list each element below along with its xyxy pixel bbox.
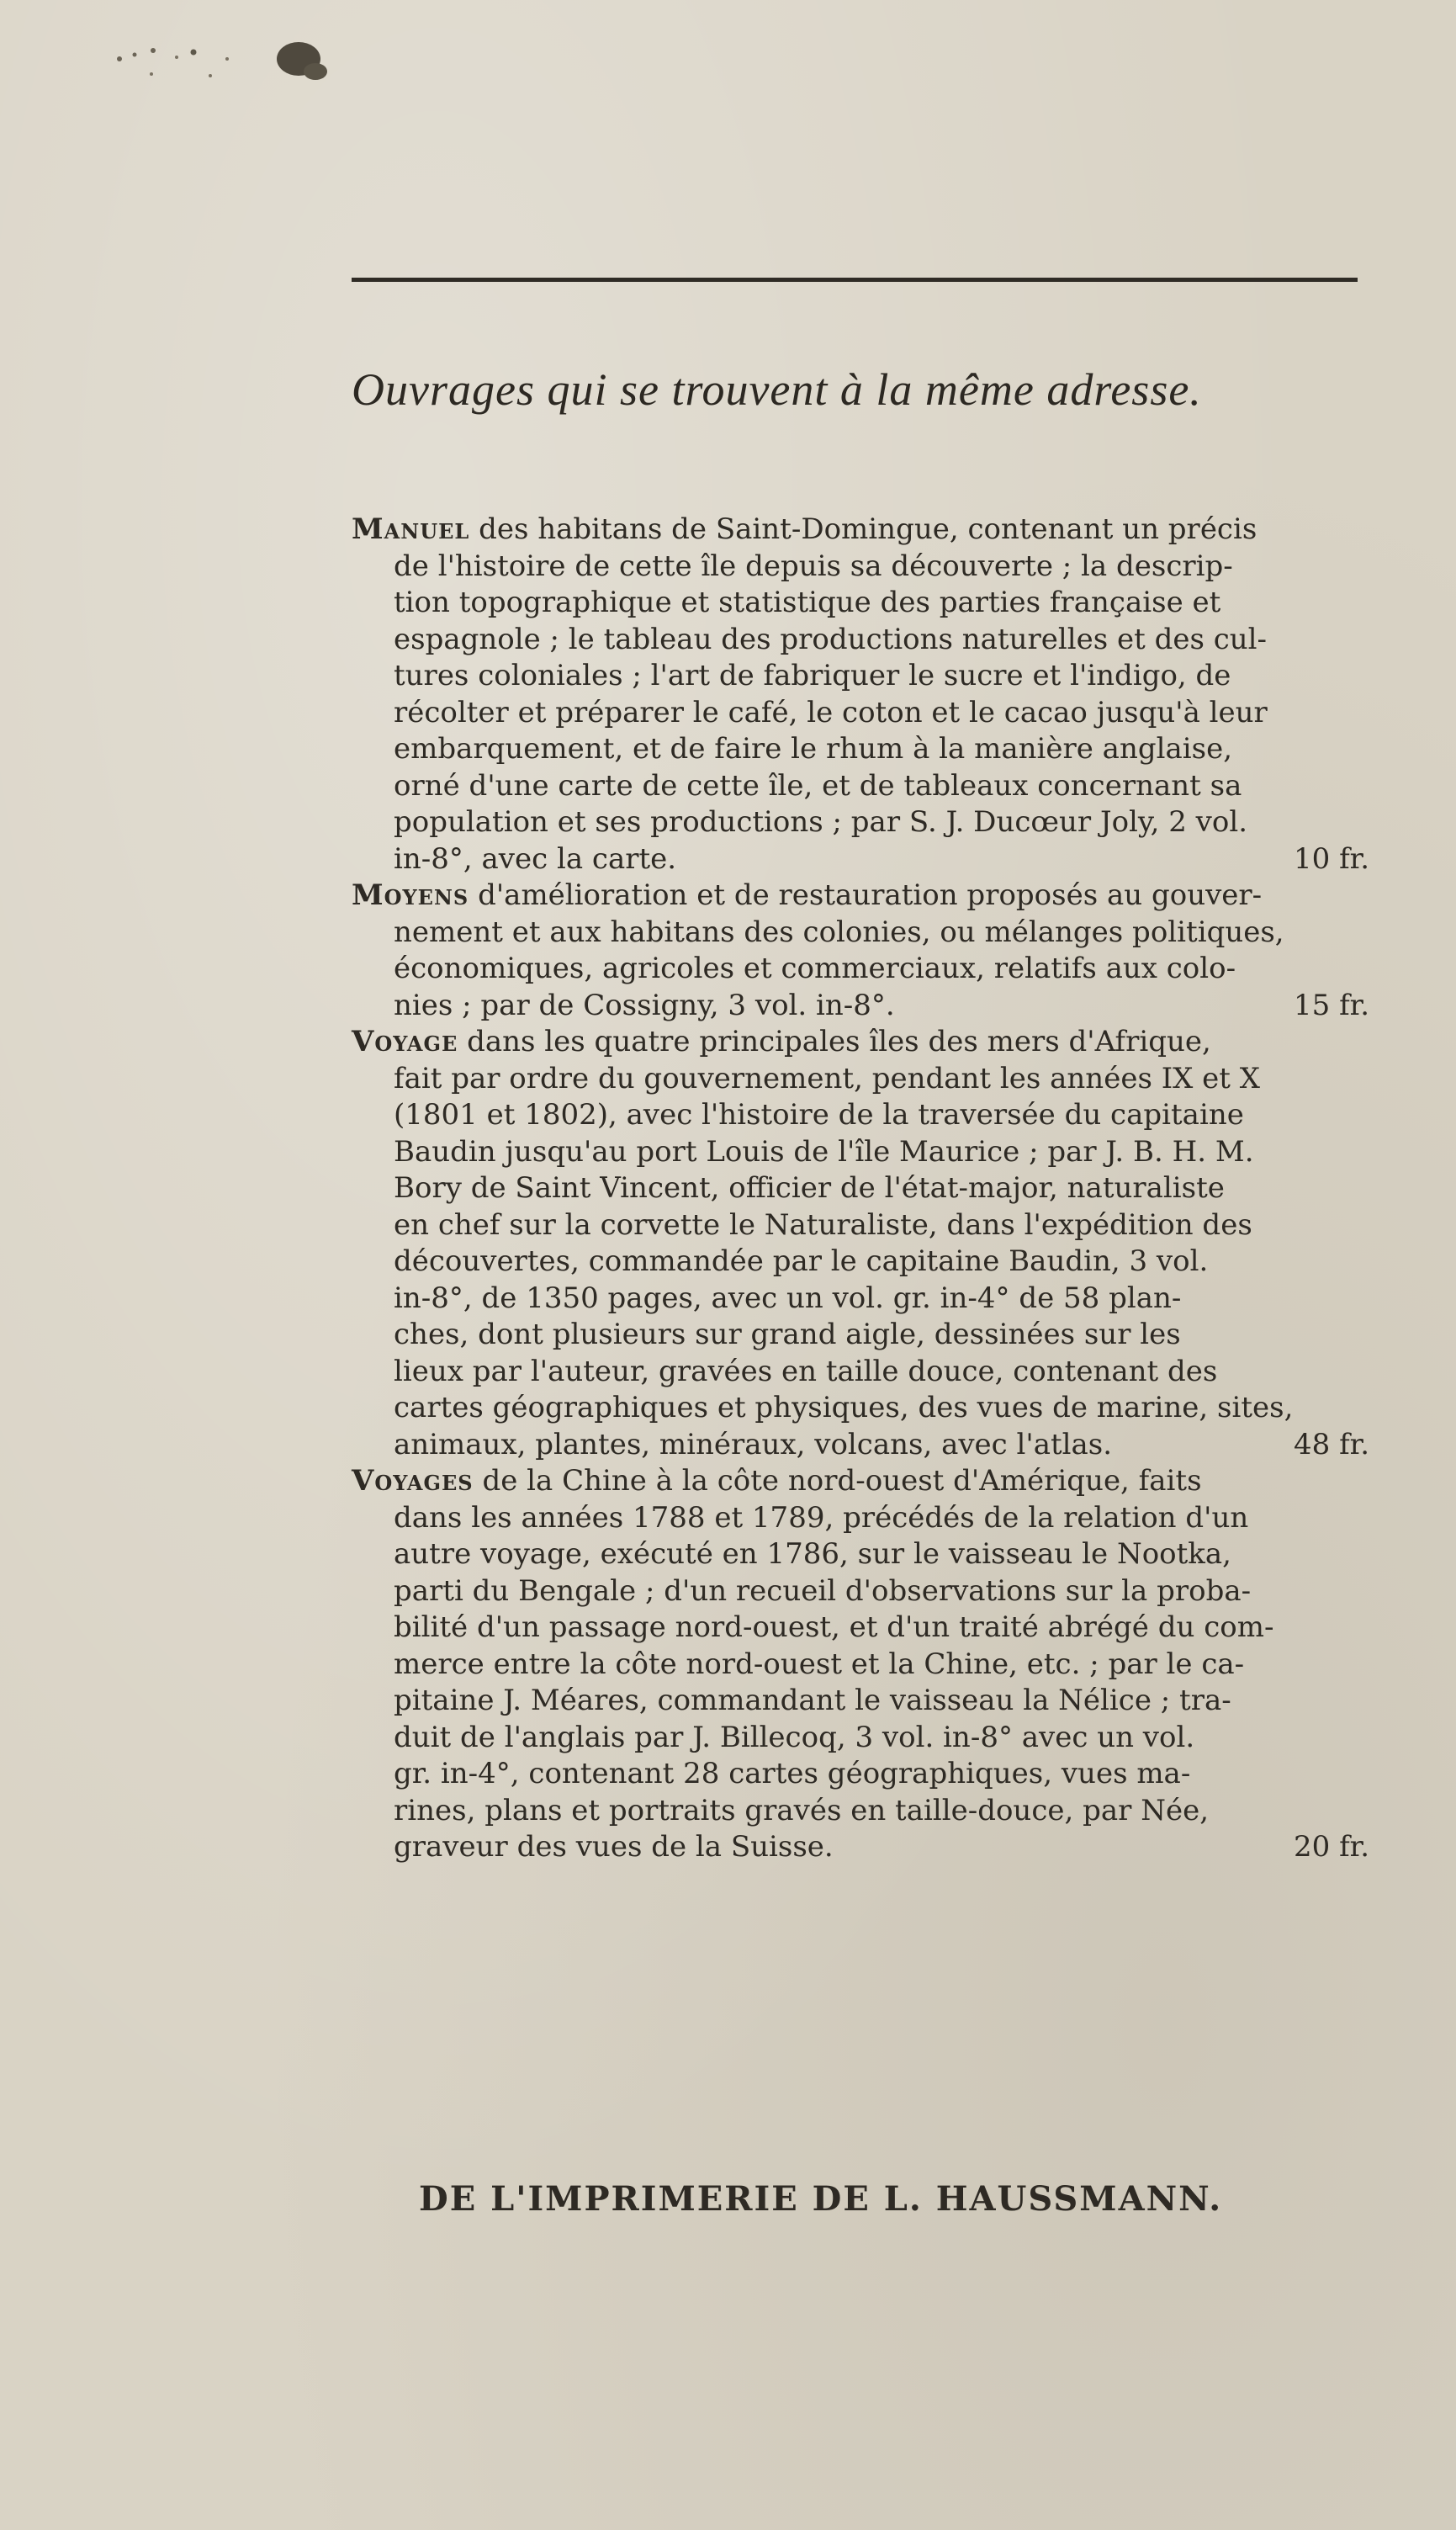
catalogue-list — [352, 512, 1369, 1866]
entry-line: bilité d'un passage nord-ouest, et d'un traité abrégé du com- — [394, 1610, 1274, 1644]
entry-line: fait par ordre du gouvernement, pendant les années IX et X — [394, 1061, 1260, 1095]
catalogue-entry-voyages — [352, 1463, 1369, 1866]
entry-keyword: Voyages — [352, 1464, 474, 1498]
entry-line: Voyages de la Chine à la côte nord-ouest d'Amérique, faits — [352, 1464, 1202, 1498]
entry-line: de l'histoire de cette île depuis sa découverte ; la descrip- — [394, 549, 1233, 583]
entry-line: tion topographique et statistique des parties française et — [394, 586, 1221, 619]
entry-line: graveur des vues de la Suisse. 20 fr. — [394, 1829, 1369, 1866]
entry-line: nement et aux habitans des colonies, ou mélanges politiques, — [394, 915, 1284, 949]
entry-line: Moyens d'amélioration et de restauration proposés au gouver- — [352, 878, 1263, 912]
entry-price: 15 fr. — [1294, 988, 1369, 1022]
entry-line: découvertes, commandée par le capitaine Baudin, 3 vol. — [394, 1244, 1209, 1278]
entry-line: nies ; par de Cossigny, 3 vol. in-8°. 15 fr. — [394, 988, 1369, 1025]
entry-price: 48 fr. — [1294, 1427, 1369, 1461]
entry-line: économiques, agricoles et commerciaux, relatifs aux colo- — [394, 952, 1236, 985]
entry-line: rines, plans et portraits gravés en taille-douce, par Née, — [394, 1793, 1209, 1827]
entry-line: in-8°, de 1350 pages, avec un vol. gr. in-4° de 58 plan- — [394, 1281, 1182, 1315]
catalogue-entry-moyens — [352, 878, 1369, 1024]
catalogue-entry-manuel — [352, 512, 1369, 878]
entry-line: gr. in-4°, contenant 28 cartes géographiques, vues ma- — [394, 1757, 1191, 1790]
page-heading: Ouvrages qui se trouvent à la même adresse. — [352, 364, 1202, 415]
entry-line: Baudin jusqu'au port Louis de l'île Maurice ; par J. B. H. M. — [394, 1134, 1254, 1169]
entry-line: tures coloniales ; l'art de fabriquer le sucre et l'indigo, de — [394, 659, 1231, 692]
entry-line: merce entre la côte nord-ouest et la Chine, etc. ; par le ca- — [394, 1647, 1245, 1681]
ink-stain-mark — [101, 34, 353, 93]
entry-price: 10 fr. — [1294, 841, 1369, 876]
entry-line: Bory de Saint Vincent, officier de l'état-major, naturaliste — [394, 1171, 1225, 1205]
entry-keyword: Manuel — [352, 512, 470, 546]
entry-line: orné d'une carte de cette île, et de tableaux concernant sa — [394, 768, 1242, 803]
entry-line: ches, dont plusieurs sur grand aigle, dessinées sur les — [394, 1318, 1181, 1351]
entry-keyword: Moyens — [352, 878, 469, 912]
entry-line: lieux par l'auteur, gravées en taille douce, contenant des — [394, 1354, 1218, 1388]
entry-line: duit de l'anglais par J. Billecoq, 3 vol. in-8° avec un vol. — [394, 1720, 1195, 1754]
entry-line: embarquement, et de faire le rhum à la manière anglaise, — [394, 732, 1233, 766]
entry-line: espagnole ; le tableau des productions naturelles et des cul- — [394, 622, 1268, 656]
entry-line: parti du Bengale ; d'un recueil d'observations sur la proba- — [394, 1573, 1252, 1608]
entry-line: en chef sur la corvette le Naturaliste, dans l'expédition des — [394, 1207, 1252, 1242]
entry-line: autre voyage, exécuté en 1786, sur le vaisseau le Nootka, — [394, 1537, 1231, 1571]
entry-line: animaux, plantes, minéraux, volcans, avec l'atlas. 48 fr. — [394, 1427, 1369, 1464]
entry-line: Voyage dans les quatre principales îles des mers d'Afrique, — [352, 1025, 1211, 1058]
entry-price: 20 fr. — [1294, 1830, 1369, 1864]
entry-line: pitaine J. Méares, commandant le vaisseau la Nélice ; tra- — [394, 1684, 1231, 1717]
entry-line: (1801 et 1802), avec l'histoire de la traversée du capitaine — [394, 1098, 1244, 1132]
printer-imprint: DE L'IMPRIMERIE DE L. HAUSSMANN. — [419, 2179, 1223, 2219]
entry-line: cartes géographiques et physiques, des vues de marine, sites, — [394, 1391, 1294, 1424]
entry-keyword: Voyage — [352, 1025, 458, 1058]
header-rule — [352, 278, 1358, 282]
entry-line: population et ses productions ; par S. J. Ducœur Joly, 2 vol. — [394, 805, 1248, 839]
entry-line: récolter et préparer le café, le coton et le cacao jusqu'à leur — [394, 695, 1268, 729]
entry-line: Manuel des habitans de Saint-Domingue, contenant un précis — [352, 512, 1257, 546]
entry-line: dans les années 1788 et 1789, précédés de la relation d'un — [394, 1500, 1249, 1535]
entry-line: in-8°, avec la carte. 10 fr. — [394, 841, 1369, 878]
catalogue-entry-voyage — [352, 1024, 1369, 1463]
